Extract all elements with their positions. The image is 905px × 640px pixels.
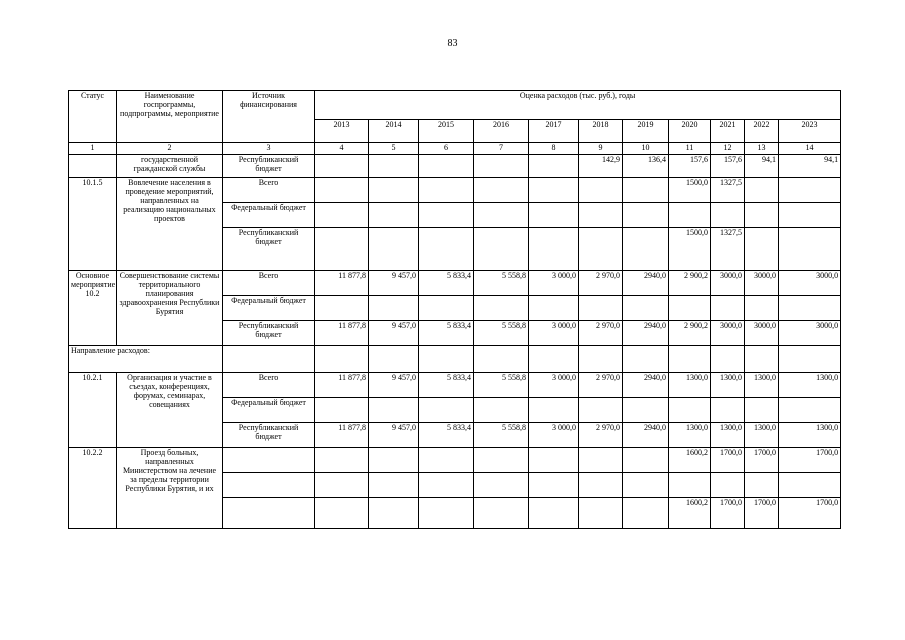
row-value (745, 296, 779, 321)
row-source: Республиканский бюджет (223, 155, 315, 178)
row-value (474, 473, 529, 498)
row-value (623, 398, 669, 423)
row-value (529, 473, 579, 498)
column-number: 7 (474, 143, 529, 155)
header-name: Наименование госпрограммы, подпрограммы, мероприятие (117, 91, 223, 143)
row-value (474, 398, 529, 423)
row-value (419, 203, 474, 228)
row-code: 10.2.2 (69, 448, 117, 529)
row-value: 5 558,8 (474, 423, 529, 448)
header-year: 2016 (474, 120, 529, 143)
row-value: 9 457,0 (369, 423, 419, 448)
row-value (579, 228, 623, 271)
row-value: 2940,0 (623, 321, 669, 346)
row-value (579, 178, 623, 203)
row-value (711, 473, 745, 498)
row-value: 2 970,0 (579, 373, 623, 398)
header-row (69, 91, 841, 120)
header-year: 2020 (669, 120, 711, 143)
row-source: Всего (223, 178, 315, 203)
column-number: 4 (315, 143, 369, 155)
empty-cell (579, 346, 623, 373)
row-value (579, 473, 623, 498)
row-value (369, 498, 419, 529)
row-value (474, 155, 529, 178)
row-value: 1700,0 (711, 448, 745, 473)
row-value: 2 970,0 (579, 423, 623, 448)
row-value: 1700,0 (779, 498, 841, 529)
header-year: 2014 (369, 120, 419, 143)
empty-cell (223, 346, 315, 373)
page-number: 83 (447, 38, 458, 49)
row-source: Всего (223, 271, 315, 296)
row-value (745, 203, 779, 228)
row-name: Организация и участие в съездах, конференциях, форумах, семинарах, совещаниях (117, 373, 223, 448)
row-value (623, 178, 669, 203)
row-value: 1300,0 (779, 373, 841, 398)
row-value (529, 228, 579, 271)
empty-cell (369, 346, 419, 373)
row-value (315, 228, 369, 271)
table-row (69, 178, 841, 203)
empty-cell (711, 346, 745, 373)
empty-cell (529, 346, 579, 373)
row-value (369, 473, 419, 498)
row-value: 3 000,0 (529, 423, 579, 448)
row-value: 94,1 (745, 155, 779, 178)
row-value: 2 900,2 (669, 271, 711, 296)
row-value: 11 877,8 (315, 373, 369, 398)
row-value (315, 203, 369, 228)
row-value (474, 296, 529, 321)
row-value (579, 498, 623, 529)
row-value (669, 398, 711, 423)
row-value: 157,6 (711, 155, 745, 178)
empty-cell (745, 346, 779, 373)
budget-table (68, 90, 841, 529)
column-number: 3 (223, 143, 315, 155)
row-value: 1300,0 (779, 423, 841, 448)
empty-cell (779, 346, 841, 373)
column-number: 5 (369, 143, 419, 155)
row-value: 9 457,0 (369, 321, 419, 346)
row-value (529, 155, 579, 178)
row-value: 1300,0 (745, 373, 779, 398)
row-value: 136,4 (623, 155, 669, 178)
row-value: 5 833,4 (419, 373, 474, 398)
column-number: 10 (623, 143, 669, 155)
row-source: Республиканский бюджет (223, 321, 315, 346)
row-value (315, 498, 369, 529)
empty-cell (623, 346, 669, 373)
row-source: Республиканский бюджет (223, 423, 315, 448)
row-value: 1300,0 (669, 423, 711, 448)
column-number: 14 (779, 143, 841, 155)
row-value: 2 900,2 (669, 321, 711, 346)
row-value (779, 296, 841, 321)
table-row (69, 448, 841, 473)
row-value: 9 457,0 (369, 271, 419, 296)
row-value (419, 398, 474, 423)
row-value: 5 833,4 (419, 423, 474, 448)
row-value (474, 178, 529, 203)
row-value (779, 178, 841, 203)
direction-row (69, 346, 841, 373)
row-value (419, 448, 474, 473)
table-row (69, 271, 841, 296)
row-code: 10.1.5 (69, 178, 117, 271)
row-value: 94,1 (779, 155, 841, 178)
row-value (745, 228, 779, 271)
row-value: 2940,0 (623, 423, 669, 448)
header-year: 2018 (579, 120, 623, 143)
row-value (419, 178, 474, 203)
row-source: Республиканский бюджет (223, 228, 315, 271)
row-value: 1300,0 (711, 423, 745, 448)
column-number: 8 (529, 143, 579, 155)
column-number: 6 (419, 143, 474, 155)
header-year: 2013 (315, 120, 369, 143)
row-value: 5 558,8 (474, 271, 529, 296)
row-code: Основное мероприятие 10.2 (69, 271, 117, 346)
row-value (529, 498, 579, 529)
empty-cell (474, 346, 529, 373)
direction-label: Направление расходов: (69, 346, 223, 373)
row-value: 142,9 (579, 155, 623, 178)
row-value: 5 833,4 (419, 271, 474, 296)
row-source (223, 498, 315, 529)
row-value (529, 296, 579, 321)
empty-cell (419, 346, 474, 373)
row-value (369, 296, 419, 321)
row-value (579, 296, 623, 321)
header-year: 2023 (779, 120, 841, 143)
row-value (623, 296, 669, 321)
row-value (579, 448, 623, 473)
row-name: Совершенствование системы территориального планирования здравоохранения Республики Бурятия (117, 271, 223, 346)
row-value (369, 448, 419, 473)
row-value: 3000,0 (779, 271, 841, 296)
row-value (579, 398, 623, 423)
header-estimates: Оценка расходов (тыс. руб.), годы (315, 91, 841, 120)
row-value (623, 473, 669, 498)
row-value: 157,6 (669, 155, 711, 178)
header-source: Источник финансирования (223, 91, 315, 143)
row-value (623, 448, 669, 473)
row-code: 10.2.1 (69, 373, 117, 448)
row-value: 1300,0 (669, 373, 711, 398)
row-value (474, 203, 529, 228)
row-value (529, 448, 579, 473)
header-year: 2021 (711, 120, 745, 143)
row-value (745, 473, 779, 498)
row-source: Всего (223, 373, 315, 398)
row-value (711, 203, 745, 228)
row-value (529, 203, 579, 228)
row-name: Проезд больных, направленных Министерством на лечение за пределы территории Республики Бурятия, и их (117, 448, 223, 529)
row-value (711, 296, 745, 321)
row-value: 2940,0 (623, 373, 669, 398)
row-value (315, 296, 369, 321)
row-value (419, 296, 474, 321)
row-value: 5 558,8 (474, 373, 529, 398)
row-value: 1300,0 (711, 373, 745, 398)
empty-cell (315, 346, 369, 373)
row-value (779, 203, 841, 228)
row-value: 11 877,8 (315, 423, 369, 448)
row-value (419, 155, 474, 178)
row-value (474, 498, 529, 529)
row-value: 1327,5 (711, 178, 745, 203)
row-value (369, 228, 419, 271)
row-value (419, 473, 474, 498)
row-value: 1700,0 (779, 448, 841, 473)
header-year: 2022 (745, 120, 779, 143)
row-value: 11 877,8 (315, 271, 369, 296)
row-value (745, 178, 779, 203)
row-value (711, 398, 745, 423)
row-value: 1700,0 (745, 498, 779, 529)
row-source (223, 473, 315, 498)
row-value (315, 155, 369, 178)
row-value (419, 498, 474, 529)
row-value: 3000,0 (779, 321, 841, 346)
row-value: 11 877,8 (315, 321, 369, 346)
row-value (669, 296, 711, 321)
row-value: 5 833,4 (419, 321, 474, 346)
header-status: Статус (69, 91, 117, 143)
row-source: Федеральный бюджет (223, 398, 315, 423)
row-value (369, 398, 419, 423)
row-value (579, 203, 623, 228)
row-name: Вовлечение населения в проведение мероприятий, направленных на реализацию национальных проектов (117, 178, 223, 271)
row-value: 3 000,0 (529, 271, 579, 296)
row-value: 9 457,0 (369, 373, 419, 398)
row-value (669, 473, 711, 498)
table-row (69, 155, 841, 178)
row-value: 2 970,0 (579, 321, 623, 346)
column-number: 12 (711, 143, 745, 155)
row-value: 3000,0 (745, 271, 779, 296)
empty-cell (669, 346, 711, 373)
row-value: 2 970,0 (579, 271, 623, 296)
row-value: 2940,0 (623, 271, 669, 296)
row-value (745, 398, 779, 423)
row-value: 1700,0 (745, 448, 779, 473)
row-value: 1500,0 (669, 178, 711, 203)
row-source (223, 448, 315, 473)
header-year: 2017 (529, 120, 579, 143)
row-value: 3000,0 (711, 321, 745, 346)
row-value: 1600,2 (669, 498, 711, 529)
row-value: 3000,0 (711, 271, 745, 296)
row-value (474, 448, 529, 473)
header-year: 2015 (419, 120, 474, 143)
row-value (779, 398, 841, 423)
row-value (315, 448, 369, 473)
row-name: государственной гражданской службы (117, 155, 223, 178)
row-value: 1500,0 (669, 228, 711, 271)
row-value: 3 000,0 (529, 321, 579, 346)
row-value: 1700,0 (711, 498, 745, 529)
row-value (623, 498, 669, 529)
column-number: 13 (745, 143, 779, 155)
row-value (623, 203, 669, 228)
row-value (419, 228, 474, 271)
row-value: 1327,5 (711, 228, 745, 271)
row-value: 5 558,8 (474, 321, 529, 346)
column-number: 11 (669, 143, 711, 155)
column-numbers-row (69, 143, 841, 155)
row-value: 3 000,0 (529, 373, 579, 398)
header-year: 2019 (623, 120, 669, 143)
row-value (529, 398, 579, 423)
row-value (529, 178, 579, 203)
column-number: 9 (579, 143, 623, 155)
row-value (369, 203, 419, 228)
row-value (623, 228, 669, 271)
row-value: 1300,0 (745, 423, 779, 448)
row-value (369, 155, 419, 178)
column-number: 1 (69, 143, 117, 155)
row-value (369, 178, 419, 203)
row-value (779, 473, 841, 498)
row-value (315, 398, 369, 423)
table-row (69, 373, 841, 398)
row-value (315, 473, 369, 498)
row-value: 1600,2 (669, 448, 711, 473)
row-value (779, 228, 841, 271)
row-value (474, 228, 529, 271)
row-value: 3000,0 (745, 321, 779, 346)
row-source: Федеральный бюджет (223, 296, 315, 321)
row-code (69, 155, 117, 178)
row-value (669, 203, 711, 228)
row-source: Федеральный бюджет (223, 203, 315, 228)
column-number: 2 (117, 143, 223, 155)
row-value (315, 178, 369, 203)
